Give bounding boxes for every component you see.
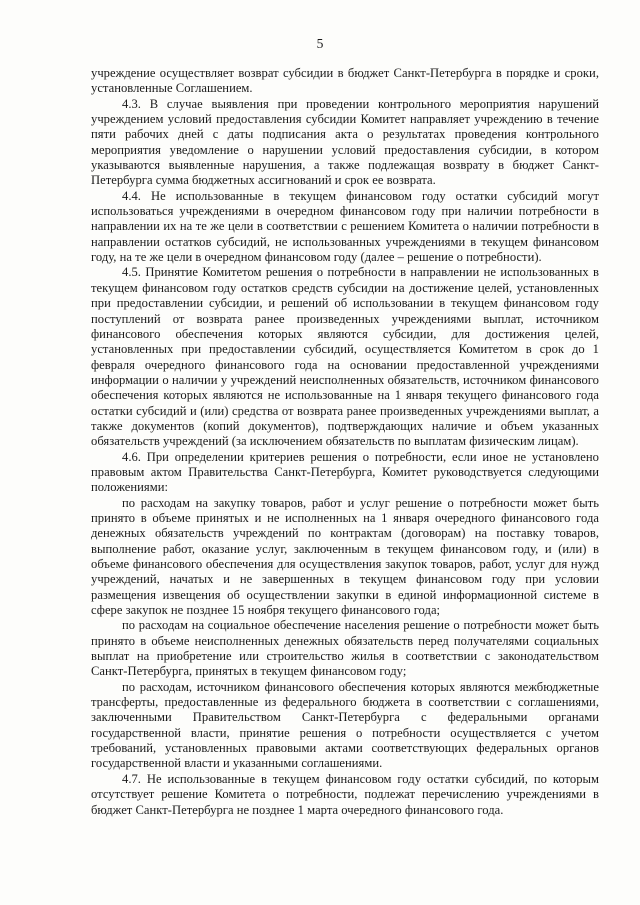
document-body <box>91 66 599 818</box>
paragraph-4-6: 4.6. При определении критериев решения о потребности, если иное не установлено правовым актом Правительства Санкт-Петербурга, Комитет руководствуется следующими положениями: <box>91 449 599 495</box>
paragraph-transfers: по расходам, источником финансового обеспечения которых являются межбюджетные трансферты, предоставленные из федерального бюджета в соответствии с соглашениями, заключенными Правительством Санкт-Петербурга с федеральными органами государственной власти, принятие решения о потребности осуществляется с учетом требований, установленных правовыми актами соответствующих федеральных органов государственной власти и указанными соглашениями. <box>91 679 599 771</box>
paragraph-4-4: 4.4. Не использованные в текущем финансовом году остатки субсидий могут использоваться учреждениями в очередном финансовом году при наличии потребности в направлении их на те же цели в соответствии с решением Комитета о наличии потребности в направлении остатков субсидий, не использованных учреждениями в текущем финансовом году, на те же цели в очередном финансовом году (далее – решение о потребности). <box>91 188 599 265</box>
page-number: 5 <box>316 36 324 51</box>
paragraph-4-3: 4.3. В случае выявления при проведении контрольного мероприятия нарушений учреждением условий предоставления субсидии Комитет направляет учреждению в течение пяти рабочих дней с даты подписания акта о результатах проведения контрольного мероприятия уведомление о нарушении условий предоставления субсидии, в котором указываются выявленные нарушения, а также подлежащая возврату в бюджет Санкт-Петербурга сумма бюджетных ассигнований и срок ее возврата. <box>91 96 599 188</box>
paragraph-procurement: по расходам на закупку товаров, работ и услуг решение о потребности может быть принято в объеме принятых и не исполненных на 1 января очередного финансового года денежных обязательств учреждений по контрактам (договорам) на поставку товаров, выполнение работ, оказание услуг, заключенным в текущем финансовом году, и (или) в объеме финансового обеспечения для осуществления закупок товаров, работ, услуг для нужд учреждений, начатых и не завершенных в текущем финансовом году при условии размещения извещения об осуществлении закупки в единой информационной системе в сфере закупок не позднее 15 ноября текущего финансового года; <box>91 495 599 618</box>
paragraph-social: по расходам на социальное обеспечение населения решение о потребности может быть принято в объеме неисполненных денежных обязательств перед получателями социальных выплат на приобретение или строительство жилья в соответствии с законодательством Санкт-Петербурга, принятых в текущем финансовом году; <box>91 618 599 679</box>
paragraph-4-7: 4.7. Не использованные в текущем финансовом году остатки субсидий, по которым отсутствует решение Комитета о потребности, подлежат перечислению учреждениями в бюджет Санкт-Петербурга не позднее 1 марта очередного финансового года. <box>91 771 599 817</box>
paragraph-4-5: 4.5. Принятие Комитетом решения о потребности в направлении не использованных в текущем финансовом году остатков средств субсидии на достижение целей, установленных при предоставлении субсидии, и решений об использовании в текущем финансовом году поступлений от возврата ранее произведенных учреждениями выплат, источником финансового обеспечения которых являются субсидии, для достижения целей, установленных при предоставлении субсидий, осуществляется Комитетом в срок до 1 февраля очередного финансового года на основании предоставленной учреждениями информации о наличии у учреждений неисполненных обязательств, источником финансового обеспечения которых являются не использованные на 1 января текущего финансового года остатки субсидий и (или) средства от возврата ранее произведенных учреждениями выплат, а также документов (копий документов), подтверждающих наличие и объем указанных обязательств учреждений (за исключением обязательств по выплатам физическим лицам). <box>91 265 599 449</box>
paragraph-continuation: учреждение осуществляет возврат субсидии в бюджет Санкт-Петербурга в порядке и сроки, установленные Соглашением. <box>91 66 599 96</box>
